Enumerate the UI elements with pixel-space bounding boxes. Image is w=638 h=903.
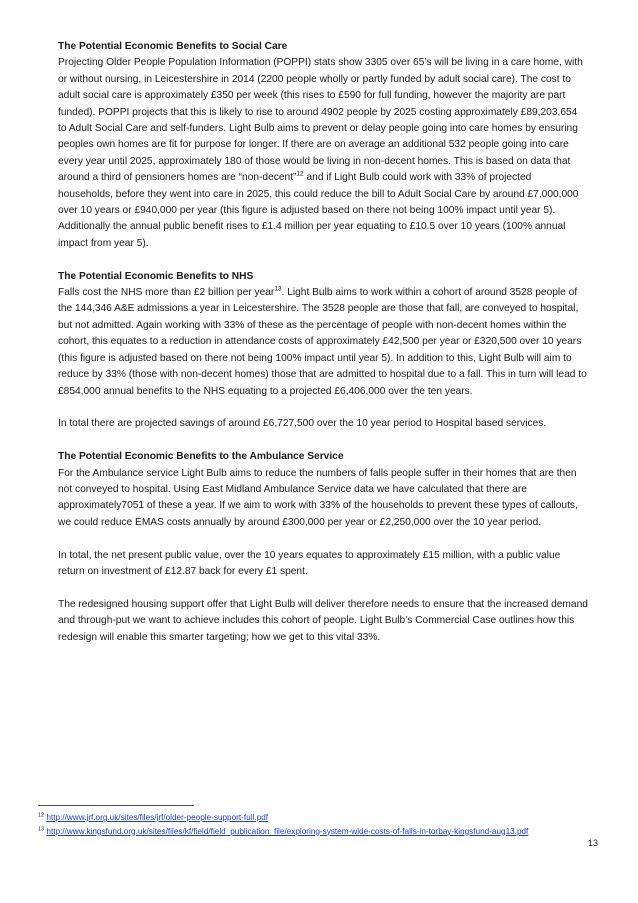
page-number: 13: [587, 838, 598, 848]
paragraph-text: Falls cost the NHS more than £2 billion per year: [58, 287, 275, 299]
footnote-link[interactable]: http://www.kingsfund.org.uk/sites/files/kf/field/field_publication_file/exploring-system-wide-costs-of-falls-in-torbay-kingsfund-aug13.pdf: [46, 826, 529, 836]
section-heading-social-care: The Potential Economic Benefits to Social Care: [58, 41, 288, 52]
paragraph-total-value: In total, the net present public value, over the 10 years equates to approximately £15 million, with a public value return on investment of £12.87 back for every £1 spent.: [58, 549, 561, 577]
paragraph-text: Projecting Older People Population Information (POPPI) stats show 3305 over 65’s will be living in a care home, with or without nursing, in Leicestershire in 2014 (2200 people wholly or partly funded by adult social care). The cost to adult social care is approximately £350 per week (this rises to £590 for full funding, however the majority are part funded). POPPI projects that this is likely to rise to around 4902 people by 2025 costing approximately £89,203,654 to Adult Social Care and self-funders. Light Bulb aims to prevent or delay people going into care homes by ensuring peoples own homes are fit for purpose for longer. If there are on average an additional 532 people going into care every year until 2025, approximately 180 of those would be living in non-decent homes. This is based on data that around a third of pensioners homes are “non-decent”: [58, 57, 583, 184]
footnotes: [38, 811, 598, 838]
paragraph-nhs: [58, 285, 588, 400]
footnote-ref-13[interactable]: 13: [274, 285, 282, 293]
paragraph-ambulance: For the Ambulance service Light Bulb aims to reduce the numbers of falls people suffer in their homes that are then not conveyed to hospital. Using East Midland Ambulance Service data we have calculated that there are approximately7051 of these a year. If we aim to work with 33% of the households to prevent these types of callouts, we could reduce EMAS costs annually by around £300,000 per year or £2,250,000 over the 10 year period.: [58, 467, 578, 528]
main-content: [58, 39, 588, 646]
footnote-ref-12[interactable]: 12: [296, 170, 304, 178]
paragraph-social-care: [58, 55, 588, 252]
paragraph-closing: The redesigned housing support offer that Light Bulb will deliver therefore needs to ensure that the increased demand and through-put we want to achieve includes this cohort of people. Light Bulb’s Commercial Case outlines how this redesign will enable this smarter targeting; how we get to this vital 33%.: [58, 598, 588, 643]
paragraph-text-cont: and if Light Bulb could work with 33% of projected households, before they went into care in 2025, this could reduce the bill to Adult Social Care by around £7,000,000 over 10 years or £940,000 per year (this figure is adjusted based on there not being 100% impact until year 5). Additionally the annual public benefit rises to £1.4 million per year equating to £10.5 over 10 years (100% annual impact from year 5).: [58, 172, 579, 249]
footnote-13: [38, 825, 598, 839]
footnote-divider: [38, 805, 194, 806]
footnote-number: 12: [38, 812, 45, 819]
paragraph-text-cont: . Light Bulb aims to work within a cohort of around 3528 people of the 144,346 A&E admissions a year in Leicestershire. The 3528 people are those that fall, are conveyed to hospital, but not admitted. Again working with 33% of these as the percentage of people with non-decent homes within the cohort, this equates to a reduction in attendance costs of approximately £42,500 per year or £320,500 over 10 years (this figure is adjusted based on there not being 100% impact until year 5). In addition to this, Light Bulb will aim to reduce by 33% (those with non-decent homes) those that are admitted to hospital due to a fall. This in turn will lead to £854,000 annual benefits to the NHS equating to a projected £6,406,000 over the ten years.: [58, 287, 587, 397]
footnote-link[interactable]: http://www.jrf.org.uk/sites/files/jrf/older-people-support-full.pdf: [46, 813, 269, 822]
paragraph-nhs-total: In total there are projected savings of around £6,727,500 over the 10 year period to Hospital based services.: [58, 418, 547, 430]
section-heading-ambulance: The Potential Economic Benefits to the Ambulance Service: [58, 451, 344, 463]
footnote-12: [38, 811, 598, 825]
footnote-number: 13: [38, 825, 45, 832]
section-heading-nhs: The Potential Economic Benefits to NHS: [58, 270, 254, 282]
